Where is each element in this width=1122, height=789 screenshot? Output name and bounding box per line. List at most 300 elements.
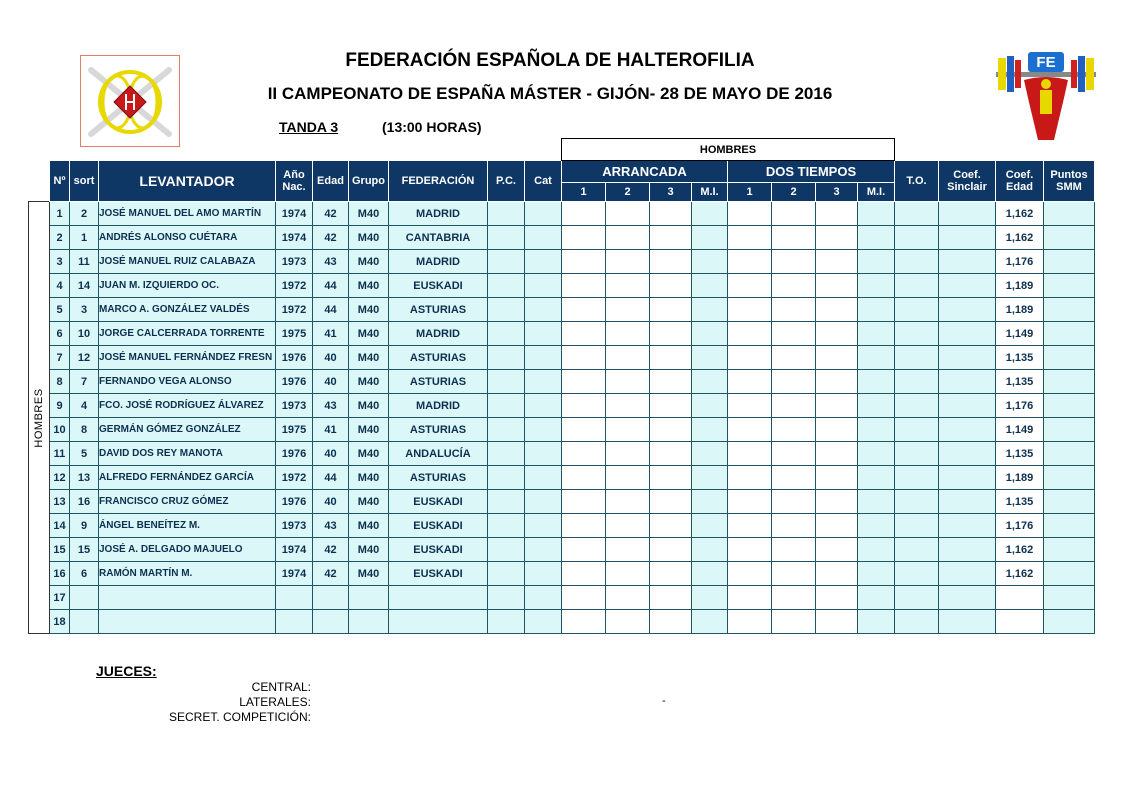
row-federacion: MADRID: [389, 322, 488, 346]
row-sinclair: [939, 562, 996, 586]
row-grupo: M40: [349, 442, 389, 466]
row-sort: 15: [70, 538, 99, 562]
row-name: MARCO A. GONZÁLEZ VALDÉS: [99, 298, 276, 322]
row-sort: [70, 610, 99, 634]
row-edad: 40: [313, 442, 349, 466]
row-puntos: [1044, 490, 1095, 514]
row-sort: 16: [70, 490, 99, 514]
col-coef-sinclair: Coef. Sinclair: [939, 161, 996, 202]
row-pc: [488, 610, 525, 634]
row-dt-1: [728, 442, 772, 466]
row-dt-1: [728, 274, 772, 298]
row-federacion: [389, 586, 488, 610]
table-row: [29, 298, 1095, 322]
row-number: 12: [50, 466, 70, 490]
row-dt-mi: [858, 586, 895, 610]
row-federacion: ASTURIAS: [389, 346, 488, 370]
row-sort: 3: [70, 298, 99, 322]
row-name: ANDRÉS ALONSO CUÉTARA: [99, 226, 276, 250]
row-dt-3: [816, 490, 858, 514]
row-dt-mi: [858, 394, 895, 418]
col-levantador: LEVANTADOR: [99, 161, 276, 202]
row-puntos: [1044, 610, 1095, 634]
row-arr-2: [606, 274, 650, 298]
row-coef-edad: 1,162: [996, 562, 1044, 586]
row-puntos: [1044, 274, 1095, 298]
row-puntos: [1044, 298, 1095, 322]
table-row: [29, 226, 1095, 250]
row-dt-1: [728, 346, 772, 370]
row-ano: [276, 586, 313, 610]
row-pc: [488, 490, 525, 514]
row-arr-mi: [692, 274, 728, 298]
row-dt-1: [728, 586, 772, 610]
row-number: 4: [50, 274, 70, 298]
col-puntos-smm: Puntos SMM: [1044, 161, 1095, 202]
row-arr-1: [562, 586, 606, 610]
row-puntos: [1044, 418, 1095, 442]
row-arr-1: [562, 562, 606, 586]
row-puntos: [1044, 394, 1095, 418]
row-arr-mi: [692, 202, 728, 226]
row-grupo: [349, 610, 389, 634]
row-pc: [488, 202, 525, 226]
dos-tiempos-attempt-1: 1: [728, 183, 772, 202]
row-ano: 1973: [276, 250, 313, 274]
row-arr-mi: [692, 370, 728, 394]
row-name: JOSÉ MANUEL RUIZ CALABAZA: [99, 250, 276, 274]
row-dt-mi: [858, 418, 895, 442]
federation-title: FEDERACIÓN ESPAÑOLA DE HALTEROFILIA: [345, 50, 755, 71]
row-arr-2: [606, 466, 650, 490]
row-arr-2: [606, 346, 650, 370]
row-sinclair: [939, 586, 996, 610]
table-row: [29, 394, 1095, 418]
row-dt-3: [816, 418, 858, 442]
horas-label: (13:00 HORAS): [382, 119, 482, 135]
row-pc: [488, 226, 525, 250]
row-coef-edad: 1,135: [996, 442, 1044, 466]
row-federacion: ASTURIAS: [389, 418, 488, 442]
row-sinclair: [939, 370, 996, 394]
juez-central-label: CENTRAL:: [251, 680, 311, 694]
row-sinclair: [939, 490, 996, 514]
row-sort: 14: [70, 274, 99, 298]
row-pc: [488, 298, 525, 322]
row-pc: [488, 418, 525, 442]
row-name: FERNANDO VEGA ALONSO: [99, 370, 276, 394]
col-federacion: FEDERACIÓN: [389, 161, 488, 202]
row-dt-2: [772, 466, 816, 490]
championship-subtitle: II CAMPEONATO DE ESPAÑA MÁSTER - GIJÓN- 28 DE MAYO DE 2016: [267, 84, 833, 103]
row-ano: 1972: [276, 274, 313, 298]
row-dt-1: [728, 394, 772, 418]
row-arr-1: [562, 466, 606, 490]
row-name: [99, 610, 276, 634]
row-number: 2: [50, 226, 70, 250]
row-cat: [525, 466, 562, 490]
row-arr-mi: [692, 322, 728, 346]
table-row: [29, 610, 1095, 634]
row-arr-2: [606, 442, 650, 466]
row-grupo: M40: [349, 202, 389, 226]
row-name: DAVID DOS REY MANOTA: [99, 442, 276, 466]
row-to: [895, 346, 939, 370]
row-federacion: ASTURIAS: [389, 466, 488, 490]
row-grupo: M40: [349, 370, 389, 394]
row-dt-3: [816, 586, 858, 610]
row-arr-3: [650, 610, 692, 634]
row-arr-1: [562, 250, 606, 274]
row-number: 18: [50, 610, 70, 634]
row-number: 6: [50, 322, 70, 346]
col-pc: P.C.: [488, 161, 525, 202]
row-arr-mi: [692, 538, 728, 562]
row-arr-3: [650, 322, 692, 346]
row-grupo: M40: [349, 538, 389, 562]
row-number: 5: [50, 298, 70, 322]
row-dt-1: [728, 610, 772, 634]
row-to: [895, 562, 939, 586]
row-arr-mi: [692, 466, 728, 490]
row-pc: [488, 538, 525, 562]
row-arr-2: [606, 298, 650, 322]
row-cat: [525, 394, 562, 418]
row-sinclair: [939, 274, 996, 298]
row-pc: [488, 370, 525, 394]
row-pc: [488, 586, 525, 610]
row-sort: 1: [70, 226, 99, 250]
row-arr-1: [562, 346, 606, 370]
row-arr-mi: [692, 586, 728, 610]
row-coef-edad: 1,189: [996, 466, 1044, 490]
row-arr-1: [562, 442, 606, 466]
table-row: [29, 346, 1095, 370]
row-arr-1: [562, 226, 606, 250]
row-ano: 1976: [276, 490, 313, 514]
row-to: [895, 274, 939, 298]
row-name: FRANCISCO CRUZ GÓMEZ: [99, 490, 276, 514]
row-sort: 4: [70, 394, 99, 418]
row-sinclair: [939, 610, 996, 634]
row-dt-1: [728, 322, 772, 346]
row-arr-mi: [692, 298, 728, 322]
row-dt-mi: [858, 202, 895, 226]
row-cat: [525, 538, 562, 562]
row-edad: 42: [313, 562, 349, 586]
row-arr-3: [650, 586, 692, 610]
row-sort: 7: [70, 370, 99, 394]
row-dt-mi: [858, 370, 895, 394]
row-coef-edad: 1,149: [996, 418, 1044, 442]
row-arr-2: [606, 586, 650, 610]
col-cat: Cat: [525, 161, 562, 202]
row-arr-3: [650, 442, 692, 466]
row-cat: [525, 586, 562, 610]
row-dt-mi: [858, 514, 895, 538]
row-dt-1: [728, 490, 772, 514]
row-number: 10: [50, 418, 70, 442]
row-dt-3: [816, 514, 858, 538]
row-number: 14: [50, 514, 70, 538]
row-dt-mi: [858, 274, 895, 298]
row-ano: 1976: [276, 370, 313, 394]
row-puntos: [1044, 442, 1095, 466]
row-sinclair: [939, 514, 996, 538]
row-coef-edad: 1,176: [996, 250, 1044, 274]
row-dt-3: [816, 370, 858, 394]
row-dt-2: [772, 202, 816, 226]
row-puntos: [1044, 466, 1095, 490]
row-arr-2: [606, 370, 650, 394]
row-arr-mi: [692, 562, 728, 586]
row-federacion: EUSKADI: [389, 490, 488, 514]
row-edad: 44: [313, 274, 349, 298]
row-arr-1: [562, 322, 606, 346]
row-pc: [488, 322, 525, 346]
col-grupo: Grupo: [349, 161, 389, 202]
row-arr-1: [562, 490, 606, 514]
row-arr-2: [606, 610, 650, 634]
row-arr-3: [650, 298, 692, 322]
row-arr-3: [650, 514, 692, 538]
row-to: [895, 394, 939, 418]
row-dt-3: [816, 610, 858, 634]
row-sinclair: [939, 538, 996, 562]
col-edad: Edad: [313, 161, 349, 202]
row-dt-3: [816, 442, 858, 466]
row-sinclair: [939, 250, 996, 274]
row-dt-2: [772, 586, 816, 610]
row-arr-mi: [692, 250, 728, 274]
row-cat: [525, 202, 562, 226]
row-dt-3: [816, 298, 858, 322]
row-pc: [488, 274, 525, 298]
row-dt-3: [816, 226, 858, 250]
row-sinclair: [939, 202, 996, 226]
row-cat: [525, 514, 562, 538]
row-arr-2: [606, 202, 650, 226]
row-arr-3: [650, 346, 692, 370]
table-row: [29, 490, 1095, 514]
row-name: JUAN M. IZQUIERDO OC.: [99, 274, 276, 298]
row-cat: [525, 226, 562, 250]
row-to: [895, 586, 939, 610]
row-edad: [313, 586, 349, 610]
row-dt-2: [772, 274, 816, 298]
row-pc: [488, 394, 525, 418]
row-puntos: [1044, 322, 1095, 346]
jueces-title: JUECES:: [96, 663, 157, 679]
row-dt-1: [728, 250, 772, 274]
row-coef-edad: [996, 610, 1044, 634]
row-grupo: M40: [349, 466, 389, 490]
row-grupo: M40: [349, 394, 389, 418]
row-edad: 44: [313, 298, 349, 322]
arrancada-header: ARRANCADA: [562, 161, 728, 183]
row-arr-mi: [692, 394, 728, 418]
row-coef-edad: 1,162: [996, 538, 1044, 562]
table-row: [29, 442, 1095, 466]
row-grupo: M40: [349, 490, 389, 514]
row-dt-mi: [858, 298, 895, 322]
row-arr-3: [650, 226, 692, 250]
row-edad: 41: [313, 418, 349, 442]
row-arr-mi: [692, 610, 728, 634]
row-dt-1: [728, 514, 772, 538]
row-arr-2: [606, 418, 650, 442]
row-name: ALFREDO FERNÁNDEZ GARCÍA: [99, 466, 276, 490]
row-cat: [525, 274, 562, 298]
row-name: [99, 586, 276, 610]
row-dt-3: [816, 538, 858, 562]
row-coef-edad: 1,135: [996, 370, 1044, 394]
row-arr-2: [606, 490, 650, 514]
row-dt-2: [772, 298, 816, 322]
row-dt-2: [772, 346, 816, 370]
row-dt-2: [772, 442, 816, 466]
row-edad: 43: [313, 394, 349, 418]
fe-weightlifting-logo: [994, 50, 1098, 142]
row-federacion: ANDALUCÍA: [389, 442, 488, 466]
row-dt-3: [816, 346, 858, 370]
arrancada-mi: M.I.: [692, 183, 728, 202]
row-name: ÁNGEL BENEÍTEZ M.: [99, 514, 276, 538]
row-arr-3: [650, 274, 692, 298]
col-ano: Año Nac.: [276, 161, 313, 202]
row-puntos: [1044, 562, 1095, 586]
row-federacion: MADRID: [389, 394, 488, 418]
row-puntos: [1044, 370, 1095, 394]
row-number: 16: [50, 562, 70, 586]
row-name: GERMÁN GÓMEZ GONZÁLEZ: [99, 418, 276, 442]
row-sort: 9: [70, 514, 99, 538]
row-edad: 42: [313, 226, 349, 250]
row-arr-2: [606, 538, 650, 562]
row-cat: [525, 346, 562, 370]
row-dt-3: [816, 274, 858, 298]
dos-tiempos-attempt-2: 2: [772, 183, 816, 202]
row-arr-1: [562, 394, 606, 418]
row-federacion: ASTURIAS: [389, 298, 488, 322]
row-pc: [488, 514, 525, 538]
row-arr-mi: [692, 442, 728, 466]
row-arr-3: [650, 250, 692, 274]
tanda-label: TANDA 3: [279, 119, 339, 135]
row-arr-1: [562, 298, 606, 322]
row-number: 11: [50, 442, 70, 466]
row-puntos: [1044, 586, 1095, 610]
col-to: T.O.: [895, 161, 939, 202]
row-sinclair: [939, 442, 996, 466]
row-ano: 1974: [276, 562, 313, 586]
table-row: [29, 370, 1095, 394]
row-arr-2: [606, 514, 650, 538]
row-arr-2: [606, 250, 650, 274]
row-dt-mi: [858, 490, 895, 514]
row-arr-3: [650, 562, 692, 586]
row-to: [895, 250, 939, 274]
row-dt-3: [816, 202, 858, 226]
row-puntos: [1044, 202, 1095, 226]
row-coef-edad: 1,135: [996, 346, 1044, 370]
row-ano: 1974: [276, 538, 313, 562]
row-dt-1: [728, 226, 772, 250]
row-grupo: M40: [349, 562, 389, 586]
arrancada-attempt-1: 1: [562, 183, 606, 202]
row-to: [895, 514, 939, 538]
row-federacion: MADRID: [389, 202, 488, 226]
row-dt-2: [772, 418, 816, 442]
row-number: 1: [50, 202, 70, 226]
row-edad: 44: [313, 466, 349, 490]
row-name: RAMÓN MARTÍN M.: [99, 562, 276, 586]
row-coef-edad: 1,176: [996, 514, 1044, 538]
row-edad: 40: [313, 370, 349, 394]
row-sinclair: [939, 226, 996, 250]
row-arr-2: [606, 562, 650, 586]
row-to: [895, 442, 939, 466]
row-cat: [525, 298, 562, 322]
row-arr-1: [562, 202, 606, 226]
row-sort: 10: [70, 322, 99, 346]
row-dt-mi: [858, 250, 895, 274]
dos-tiempos-attempt-3: 3: [816, 183, 858, 202]
row-grupo: M40: [349, 514, 389, 538]
row-puntos: [1044, 226, 1095, 250]
table-row: [29, 562, 1095, 586]
row-edad: 42: [313, 538, 349, 562]
juez-laterales-label: LATERALES:: [239, 695, 311, 709]
row-to: [895, 322, 939, 346]
row-dt-2: [772, 322, 816, 346]
row-to: [895, 202, 939, 226]
row-cat: [525, 442, 562, 466]
row-sinclair: [939, 322, 996, 346]
row-number: 7: [50, 346, 70, 370]
row-cat: [525, 250, 562, 274]
row-dt-1: [728, 298, 772, 322]
row-dt-1: [728, 538, 772, 562]
table-row: [29, 514, 1095, 538]
competition-table: [28, 138, 1095, 634]
row-to: [895, 418, 939, 442]
row-federacion: [389, 610, 488, 634]
row-ano: 1976: [276, 346, 313, 370]
row-arr-1: [562, 418, 606, 442]
row-dt-1: [728, 418, 772, 442]
row-number: 8: [50, 370, 70, 394]
table-row: [29, 322, 1095, 346]
table-row: [29, 586, 1095, 610]
row-number: 15: [50, 538, 70, 562]
table-row: [29, 538, 1095, 562]
table-row: [29, 202, 1095, 226]
row-dt-2: [772, 250, 816, 274]
row-federacion: EUSKADI: [389, 514, 488, 538]
row-dt-1: [728, 562, 772, 586]
row-pc: [488, 346, 525, 370]
row-arr-1: [562, 274, 606, 298]
row-ano: 1976: [276, 442, 313, 466]
row-cat: [525, 322, 562, 346]
row-pc: [488, 250, 525, 274]
row-arr-1: [562, 370, 606, 394]
arrancada-attempt-3: 3: [650, 183, 692, 202]
row-arr-mi: [692, 226, 728, 250]
laterales-value: -: [662, 695, 666, 707]
row-cat: [525, 490, 562, 514]
